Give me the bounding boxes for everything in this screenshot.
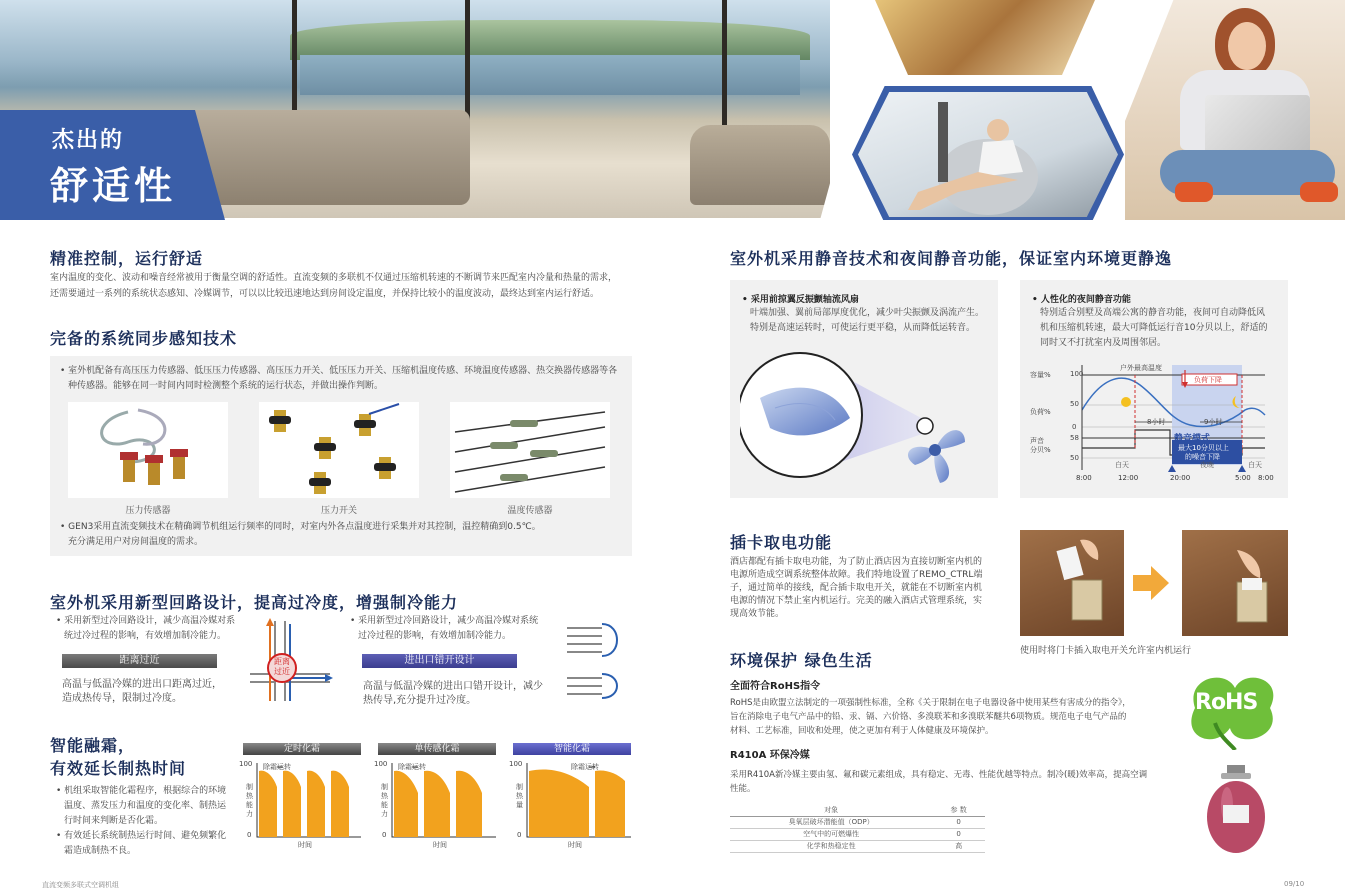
text-line: 还需要通过一系列的系统状态感知、冷媒调节，可以以比较迅速地达到房间设定温度，并保持比较小的温度波动，最终达到室内运行舒适。 (50, 289, 600, 299)
rohs-text (730, 696, 1170, 738)
text-line: 机和压缩机转速，最大可降低运行音10分贝以上，舒适的 (1040, 323, 1268, 333)
text-line: 造成热传导，限制过冷度。 (62, 693, 182, 704)
text-line: 酒店都配有插卡取电功能，为了防止酒店因为直接切断室内机的 (730, 557, 983, 567)
caption-temperature-sensor: 温度传感器 (507, 506, 553, 516)
shoe (1175, 182, 1213, 202)
night-panel-text (1040, 306, 1285, 351)
sofa (180, 110, 470, 205)
table-cell: 0 (932, 816, 985, 828)
label-silent-desc1: 最大10分贝以上 (1178, 444, 1229, 452)
night-silent-chart (1030, 360, 1280, 490)
table-header: 对象 (730, 804, 932, 816)
label-load: 负荷% (1030, 408, 1051, 416)
woman-in-chair-photo (858, 92, 1118, 217)
text-line: 叶端加强、翼前局部厚度优化，减少叶尖振颤及涡流产生。 (750, 308, 985, 318)
text-line: • 采用新型过冷回路设计，减少高温冷媒对系统 (350, 616, 539, 626)
r410a-text (730, 768, 1170, 796)
defrost-capacity-area (394, 771, 482, 837)
text-line: 性能。 (730, 784, 756, 794)
label-load-drop: 负荷下降 (1194, 376, 1222, 384)
tick-label-top: 100 (239, 760, 253, 768)
defrost-capacity-area (529, 770, 625, 837)
r410a-spec-table (730, 804, 985, 853)
text-line: 行时间来判断是否化霜。 (64, 816, 164, 826)
card-insert-photo-before (1020, 530, 1124, 636)
table-cell: 空气中的可燃爆性 (730, 828, 932, 840)
caption-pressure-sensor: 压力传感器 (125, 506, 171, 516)
text-line: 热传导,充分提升过冷度。 (363, 695, 477, 706)
text-line: • GEN3采用直流变频技术在精确调节机组运行频率的同时，对室内外各点温度进行采集并对其控制，温控精确到0.5℃。 (60, 522, 541, 532)
x-label-1200: 12:00 (1118, 474, 1139, 482)
table-cell: 0 (932, 828, 985, 840)
staggered-desc (363, 680, 543, 708)
x-axis-label: 时间 (298, 841, 312, 849)
text-line: 过近 (274, 667, 290, 676)
label-day-1: 白天 (1115, 461, 1129, 469)
x-label-800-end: 8:00 (1258, 474, 1274, 482)
defrost-label: 除霜运转 (263, 763, 291, 771)
defrost-bullets (56, 784, 231, 859)
section-title-defrost-1: 智能融霜， (50, 736, 136, 755)
text-line: 距离 (274, 657, 290, 666)
tag-staggered: 进出口错开设计 (362, 654, 517, 668)
label-silent-desc2: 的噪音下降 (1185, 453, 1220, 461)
rohs-subtitle: 全面符合RoHS指令 (730, 681, 821, 692)
arrow-icon (1133, 566, 1169, 600)
table-row (730, 840, 985, 852)
text-line: 电源所造成空调系统整体故障。我们特地设置了REMO_CTRL端 (730, 570, 983, 580)
text-line: 材料、工艺标准，回收和处理，使之更加有利于人体健康及环境保护。 (730, 726, 994, 736)
text-line: 同时又不打扰室内及周围邻居。 (1040, 338, 1167, 348)
text-line: 种传感器。能够在同一时间内同时检测整个系统的运行状态，并做出操作判断。 (68, 381, 384, 391)
table-cell: 臭氧层破坏潜能值（ODP） (730, 816, 932, 828)
label-8-hours: 8小时 (1147, 418, 1166, 426)
caption-pressure-switch: 压力开关 (320, 506, 357, 516)
text-line: 霜造成制热不良。 (64, 846, 137, 856)
defrost-chart (509, 743, 633, 855)
defrost-label: 除霜运转 (398, 763, 426, 771)
tick-label-bottom: 0 (517, 831, 522, 839)
fan-panel-title: • 采用前掠翼反振颤轴流风扇 (742, 295, 859, 305)
defrost-label: 除霜运转 (571, 763, 599, 771)
text-line: 特别适合别墅及高端公寓的静音功能，夜间可自动降低风 (1040, 308, 1266, 318)
shoe (1300, 182, 1338, 202)
tag-too-close: 距离过近 (62, 654, 217, 668)
tick-58: 58 (1070, 434, 1079, 442)
card-power-caption: 使用时将门卡插入取电开关允许室内机运行 (1020, 646, 1192, 656)
text-line: 过冷过程的影响，有效增加制冷能力。 (358, 631, 512, 641)
armchair (690, 125, 830, 205)
tick-label-bottom: 0 (382, 831, 387, 839)
fan-panel-text (750, 306, 995, 336)
label-capacity: 容量% (1030, 371, 1051, 379)
defrost-chart-title: 定时化霜 (243, 743, 361, 755)
too-close-desc (62, 678, 222, 706)
hero-title-line1: 杰出的 (52, 128, 125, 153)
tick-label-bottom: 0 (247, 831, 252, 839)
defrost-chart (239, 743, 363, 855)
section-title-defrost-2: 有效延长制热时间 (50, 759, 187, 778)
woman-face (1228, 22, 1266, 70)
tick-0: 0 (1072, 423, 1077, 431)
section-title-precise-control: 精准控制，运行舒适 (50, 249, 204, 268)
x-axis-label: 时间 (568, 841, 582, 849)
section-title-silent: 室外机采用静音技术和夜间静音功能，保证室内环境更静逸 (730, 249, 1173, 268)
text-line: 旨在消除电子电气产品中的铅、汞、镉、六价铬、多溴联苯和多溴联苯醚共6项物质。规范电子电气产品的 (730, 712, 1127, 722)
text-line: • 机组采取智能化霜程序，根据综合的环境 (56, 786, 227, 796)
table-header: 参 数 (932, 804, 985, 816)
hero-title-line2: 舒适性 (50, 164, 177, 208)
pressure-sensor-photo (68, 402, 228, 498)
table-cell: 化学和热稳定性 (730, 840, 932, 852)
x-label-500: 5:00 (1235, 474, 1251, 482)
text-line: 特别是高速运转时，可使运行更平稳，从而降低运转音。 (750, 323, 976, 333)
footer-left: 直流变频多联式空调机组 (42, 881, 119, 889)
text-line: 高温与低温冷媒的进出口距离过近， (62, 679, 222, 690)
text-line: 高温与低温冷媒的进出口错开设计，减少 (363, 681, 543, 692)
y-axis-label: 制 热 量 (516, 783, 523, 809)
defrost-chart-title: 单传感化霜 (378, 743, 496, 755)
table-cell: 高 (932, 840, 985, 852)
text-line: 室内温度的变化、波动和噪音经常被用于衡量空调的舒适性。直流变频的多联机不仅通过压缩机转速的不断调节来匹配室内冷量和热量的需求， (50, 273, 618, 283)
x-label-2000: 20:00 (1170, 474, 1191, 482)
pressure-switch-photo (259, 402, 419, 498)
precise-control-text (50, 270, 650, 302)
circuit-bullet-a (56, 614, 246, 644)
r410a-subtitle: R410A 环保冷媒 (730, 750, 810, 761)
text-line: • 采用新型过冷回路设计，减少高温冷媒对系 (56, 616, 236, 626)
refrigerant-tank-photo (1205, 765, 1267, 857)
label-day-2: 白天 (1248, 461, 1262, 469)
defrost-chart (374, 743, 498, 855)
table-row (730, 828, 985, 840)
sensing-bullet-2 (60, 520, 625, 550)
text-line: 电源的情况下禁止室内机运行。完美的融入酒店式管理系统，实 (730, 596, 983, 606)
x-label-800: 8:00 (1076, 474, 1092, 482)
text-line: 现高效节能。 (730, 609, 785, 619)
text-line: • 室外机配备有高压压力传感器、低压压力传感器、高压压力开关、低压压力开关、压缩机温度传感、环境温度传感器、热交换器传感器等各 (60, 366, 618, 376)
trees-background (290, 20, 810, 60)
label-outdoor-max: 户外最高温度 (1120, 364, 1162, 372)
text-line: 子，通过简单的接线，配合插卡取电开关，就能在不切断室内机 (730, 583, 983, 593)
hotel-room-photo (875, 0, 1095, 75)
section-title-card-power: 插卡取电功能 (730, 533, 833, 552)
night-panel-title: • 人性化的夜间静音功能 (1032, 295, 1131, 305)
tick-label-top: 100 (509, 760, 523, 768)
text-line: • 有效延长系统制热运行时间、避免频繁化 (56, 831, 227, 841)
label-9-hours: 9小时 (1204, 418, 1223, 426)
tick-label-top: 100 (374, 760, 388, 768)
card-insert-photo-after (1182, 530, 1288, 636)
text-line: 采用R410A新冷媒主要由氢、氟和碳元素组成，具有稳定、无毒、性能优越等特点。制冷(暖)效率高，提高空调 (730, 770, 1148, 780)
defrost-chart-title: 智能化霜 (513, 743, 631, 755)
text-line: 统过冷过程的影响，有效增加制冷能力。 (64, 631, 227, 641)
too-close-stamp (273, 657, 291, 677)
sensing-bullet-1 (60, 364, 625, 394)
table-header-row (730, 804, 985, 816)
label-silent-mode: 静音模式 (1174, 434, 1211, 444)
x-axis-label: 时间 (433, 841, 447, 849)
section-title-sensing: 完备的系统同步感知技术 (50, 329, 238, 348)
y-axis-label: 制 热 能 力 (381, 783, 388, 818)
text-line: 充分满足用户对房间温度的需求。 (68, 537, 204, 547)
defrost-capacity-area (259, 771, 349, 837)
section-title-circuit: 室外机采用新型回路设计，提高过冷度，增强制冷能力 (50, 593, 459, 612)
label-decibel: 分贝% (1030, 446, 1051, 454)
tick-50-sound: 50 (1070, 454, 1079, 462)
hero-banner (0, 0, 1345, 220)
rohs-logo-text: RoHS (1195, 690, 1258, 715)
y-axis-label: 制 热 能 力 (246, 783, 253, 818)
circuit-diagram-staggered (562, 616, 632, 706)
circuit-bullet-b (350, 614, 560, 644)
footer-page-number: 09/10 (1284, 880, 1305, 888)
text-line: 温度、蒸发压力和温度的变化率、制热运 (64, 801, 227, 811)
card-power-text (730, 556, 1012, 621)
tick-100: 100 (1070, 370, 1084, 378)
rohs-logo (1175, 668, 1290, 750)
tick-50: 50 (1070, 400, 1079, 408)
fan-illustration (740, 338, 990, 488)
label-sound: 声音 (1030, 437, 1044, 445)
label-night: 夜晚 (1200, 461, 1214, 469)
temperature-sensor-photo (450, 402, 610, 498)
table-row (730, 816, 985, 828)
text-line: RoHS是由欧盟立法制定的一项强制性标准，全称《关于限制在电子电器设备中使用某些有害成分的指令》， (730, 698, 1131, 708)
section-title-environment: 环境保护 绿色生活 (730, 651, 873, 670)
